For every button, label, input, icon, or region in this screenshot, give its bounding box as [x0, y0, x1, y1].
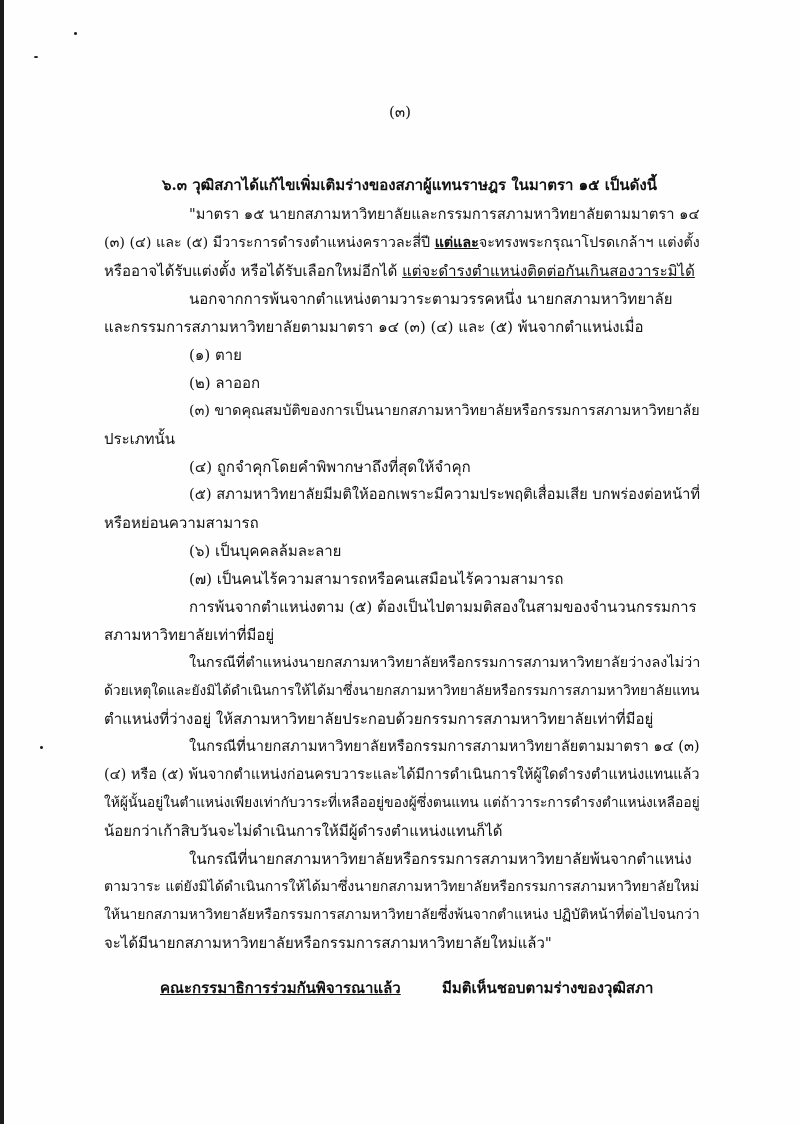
list-item: (๕) สภามหาวิทยาลัยมีมติให้ออกเพราะมีความประพฤติเสื่อมเสีย บกพร่องต่อหน้าที่ — [189, 486, 701, 503]
list-item: (๑) ตาย — [189, 346, 242, 364]
paragraph-line — [104, 261, 695, 281]
paragraph-line: ในกรณีที่ตำแหน่งนายกสภามหาวิทยาลัยหรือกรรมการสภามหาวิทยาลัยว่างลงไม่ว่า — [189, 655, 701, 671]
scan-speck — [34, 56, 38, 58]
section-heading: ๖.๓ วุฒิสภาได้แก้ไขเพิ่มเติมร่างของสภาผู้แทนราษฎร ในมาตรา ๑๕ เป็นดังนี้ — [162, 176, 657, 194]
paragraph-line: น้อยกว่าเก้าสิบวันจะไม่ดำเนินการให้มีผู้ดำรงตำแหน่งแทนก็ได้ — [104, 822, 503, 840]
list-item: (๗) เป็นคนไร้ความสามารถหรือคนเสมือนไร้ความสามารถ — [189, 570, 564, 588]
paragraph-line: สภามหาวิทยาลัยเท่าที่มีอยู่ — [104, 626, 275, 644]
text-run: (๓) (๔) และ (๕) มีวาระการดำรงตำแหน่งคราวละสี่ปี — [104, 235, 435, 251]
paragraph-line: ตามวาระ แต่ยังมิได้ดำเนินการให้ได้มาซึ่งนายกสภามหาวิทยาลัยหรือกรรมการสภามหาวิทยาลัยใหม่ — [104, 879, 700, 895]
text-run: หรืออาจได้รับแต่งตั้ง หรือได้รับเลือกใหม่อีกได้ — [104, 262, 403, 280]
list-item: (๔) ถูกจำคุกโดยคำพิพากษาถึงที่สุดให้จำคุก — [189, 458, 471, 476]
amended-text: แต่และ — [434, 235, 479, 251]
paragraph-line: และกรรมการสภามหาวิทยาลัยตามมาตรา ๑๔ (๓) (๔) และ (๕) พ้นจากตำแหน่งเมื่อ — [104, 318, 644, 336]
paragraph-line: ในกรณีที่นายกสภามหาวิทยาลัยหรือกรรมการสภามหาวิทยาลัยพ้นจากตำแหน่ง — [189, 850, 692, 868]
paragraph-line — [104, 233, 700, 253]
paragraph-line: ให้ผู้นั้นอยู่ในตำแหน่งเพียงเท่ากับวาระที่เหลืออยู่ของผู้ซึ่งตนแทน แต่ถ้าวาระการดำรงตำแหน่งเหลืออยู่ — [104, 795, 700, 811]
list-item: (๒) ลาออก — [189, 374, 261, 392]
scan-speck — [74, 32, 77, 35]
paragraph-line: (๔) หรือ (๕) พ้นจากตำแหน่งก่อนครบวาระและได้มีการดำเนินการให้ผู้ใดดำรงตำแหน่งแทนแล้ว — [104, 767, 700, 783]
paragraph-line: การพ้นจากตำแหน่งตาม (๕) ต้องเป็นไปตามมติสองในสามของจำนวนกรรมการ — [189, 598, 697, 616]
committee-label: คณะกรรมาธิการร่วมกันพิจารณาแล้ว — [160, 979, 401, 997]
paragraph-line: จะได้มีนายกสภามหาวิทยาลัยหรือกรรมการสภามหาวิทยาลัยใหม่แล้ว" — [104, 934, 552, 952]
scan-speck — [40, 746, 43, 749]
list-item: (๓) ขาดคุณสมบัติของการเป็นนายกสภามหาวิทยาลัยหรือกรรมการสภามหาวิทยาลัย — [189, 403, 700, 419]
paragraph-line: ตำแหน่งที่ว่างอยู่ ให้สภามหาวิทยาลัยประกอบด้วยกรรมการสภามหาวิทยาลัยเท่าที่มีอยู่ — [104, 710, 654, 728]
paragraph-line: ประเภทนั้น — [104, 430, 176, 448]
list-item: (๖) เป็นบุคคลล้มละลาย — [189, 542, 342, 560]
page-number: (๓) — [389, 103, 411, 121]
scan-edge — [0, 0, 4, 1124]
paragraph-line: "มาตรา ๑๕ นายกสภามหาวิทยาลัยและกรรมการสภามหาวิทยาลัยตามมาตรา ๑๔ — [189, 206, 700, 223]
text-run: จะทรงพระกรุณาโปรดเกล้าฯ แต่งตั้ง — [478, 235, 700, 251]
paragraph-line: หรือหย่อนความสามารถ — [104, 514, 259, 532]
committee-opinion: มีมติเห็นชอบตามร่างของวุฒิสภา — [442, 979, 654, 997]
paragraph-line: ในกรณีที่นายกสภามหาวิทยาลัยหรือกรรมการสภามหาวิทยาลัยตามมาตรา ๑๔ (๓) — [189, 738, 700, 755]
paragraph-line: ด้วยเหตุใดและยังมิได้ดำเนินการให้ได้มาซึ่งนายกสภามหาวิทยาลัยหรือกรรมการสภามหาวิทยาลัยแทน — [104, 683, 700, 699]
paragraph-line: ให้นายกสภามหาวิทยาลัยหรือกรรมการสภามหาวิทยาลัยซึ่งพ้นจากตำแหน่ง ปฏิบัติหน้าที่ต่อไปจนกว่า — [104, 907, 700, 923]
amended-text: แต่จะดำรงตำแหน่งติดต่อกันเกินสองวาระมิได้ — [402, 262, 695, 280]
paragraph-line: นอกจากการพ้นจากตำแหน่งตามวาระตามวรรคหนึ่ง นายกสภามหาวิทยาลัย — [189, 290, 673, 308]
